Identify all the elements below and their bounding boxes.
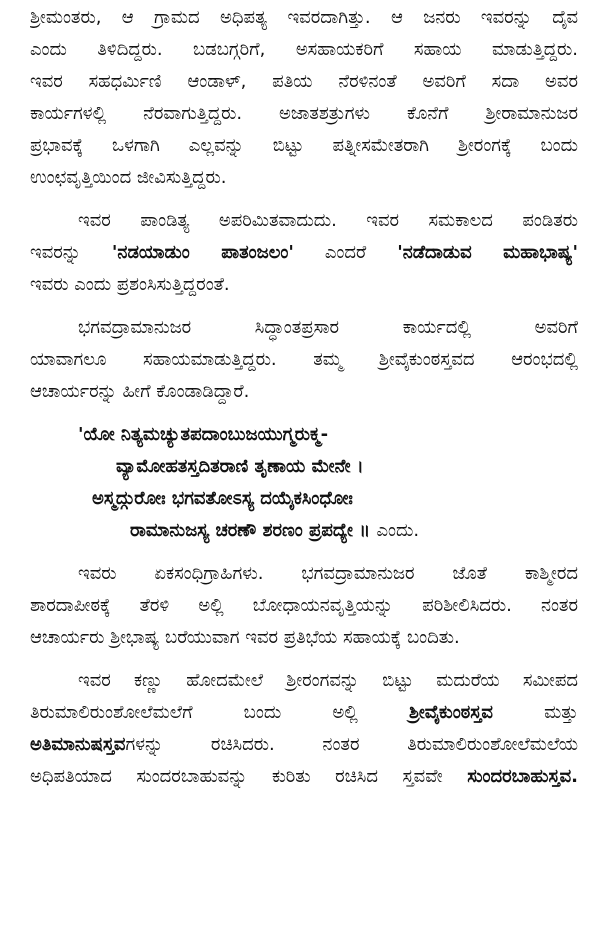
text-run: ಗಳನ್ನು ರಚಿಸಿದರು. ನಂತರ ತಿರುಮಾಲಿರುಂಶೋಲೆಮಲೆಯ [125,734,578,755]
paragraph-line: ಶಾರದಾಪೀಠಕ್ಕೆ ತೆರಳಿ ಅಲ್ಲಿ ಬೋಧಾಯನವೃತ್ತಿಯನ್ನು ಪರಿಶೀಲಿಸಿದರು. ನಂತರ [30,595,578,616]
paragraph-line [30,237,578,269]
quoted-term: 'ನಡಯಾಡುಂ ಪಾತಂಜಲಂ' [111,242,294,263]
paragraph-3 [30,312,578,408]
paragraph-line: ಪ್ರಭಾವಕ್ಕೆ ಒಳಗಾಗಿ ಎಲ್ಲವನ್ನು ಬಿಟ್ಟು ಪತ್ನೀಸಮೇತರಾಗಿ ಶ್ರೀರಂಗಕ್ಕೆ ಬಂದು [30,135,578,156]
paragraph-line: ಇವರು ಏಕಸಂಧಿಗ್ರಾಹಿಗಳು. ಭಗವದ್ರಾಮಾನುಜರ ಜೊತೆ ಕಾಶ್ಮೀರದ [78,563,578,584]
verse-line [30,515,578,547]
paragraph-4 [30,558,578,654]
paragraph-line: ಆಚಾರ್ಯರನ್ನು ಹೀಗೆ ಕೊಂಡಾಡಿದ್ದಾರೆ. [30,381,250,402]
quoted-term: 'ನಡೆದಾಡುವ ಮಹಾಭಾಷ್ಯ' [397,242,578,263]
text-run: ಮತ್ತು [544,702,578,723]
text-run: ಎಂದರೆ [324,242,367,263]
paragraph-line: ಉಂಛವೃತ್ತಿಯಿಂದ ಜೀವಿಸುತ್ತಿದ್ದರು. [30,167,227,188]
paragraph-line [30,697,578,729]
paragraph-line: ಇವರ ಸಹಧರ್ಮಿಣಿ ಆಂಡಾಳ್, ಪತಿಯ ನೆರಳಿನಂತೆ ಅವರಿಗೆ ಸದಾ ಅವರ [30,71,578,92]
paragraph-line: ಕಾರ್ಯಗಳಲ್ಲಿ ನೆರವಾಗುತ್ತಿದ್ದರು. ಅಜಾತಶತ್ರುಗಳು ಕೊನೆಗೆ ಶ್ರೀರಾಮಾನುಜರ [30,103,578,124]
verse-tail: ಎಂದು. [376,520,420,541]
work-title: ಅತಿಮಾನುಷಸ್ತವ [30,734,126,755]
paragraph-line: ಇವರ ಕಣ್ಣು ಹೋದಮೇಲೆ ಶ್ರೀರಂಗವನ್ನು ಬಿಟ್ಟು ಮದುರೆಯ ಸಮೀಪದ [78,670,578,691]
verse-line: 'ಯೋ ನಿತ್ಯಮಚ್ಯುತಪದಾಂಬುಜಯುಗ್ಮರುಕ್ಮ- [78,424,329,445]
paragraph-line: ಯಾವಾಗಲೂ ಸಹಾಯಮಾಡುತ್ತಿದ್ದರು. ತಮ್ಮ ಶ್ರೀವೈಕುಂಠಸ್ತವದ ಆರಂಭದಲ್ಲಿ [30,349,578,370]
paragraph-2 [30,205,578,301]
paragraph-line: ಶ್ರೀಮಂತರು, ಆ ಗ್ರಾಮದ ಅಧಿಪತ್ಯ ಇವರದಾಗಿತ್ತು. ಆ ಜನರು ಇವರನ್ನು ದೈವ [30,7,578,28]
paragraph-line: ಇವರು ಎಂದು ಪ್ರಶಂಸಿಸುತ್ತಿದ್ದರಂತೆ. [30,274,230,295]
text-run: ಅಧಿಪತಿಯಾದ ಸುಂದರಬಾಹುವನ್ನು ಕುರಿತು ರಚಿಸಿದ ಸ್ತವವೇ [30,766,443,787]
text-run: ತಿರುಮಾಲಿರುಂಶೋಲೆಮಲೆಗೆ ಬಂದು ಅಲ್ಲಿ [30,702,358,723]
paragraph-line: ಭಗವದ್ರಾಮಾನುಜರ ಸಿದ್ಧಾಂತಪ್ರಸಾರ ಕಾರ್ಯದಲ್ಲಿ ಅವರಿಗೆ [78,317,578,338]
sanskrit-verse [30,419,578,547]
text-run: ಇವರನ್ನು [30,242,81,263]
paragraph-5 [30,665,578,793]
paragraph-line: ಆಚಾರ್ಯರು ಶ್ರೀಭಾಷ್ಯ ಬರೆಯುವಾಗ ಇವರ ಪ್ರತಿಭೆಯ ಸಹಾಯಕ್ಕೆ ಬಂದಿತು. [30,627,460,648]
paragraph-line [30,761,578,793]
paragraph-line: ಇವರ ಪಾಂಡಿತ್ಯ ಅಪರಿಮಿತವಾದುದು. ಇವರ ಸಮಕಾಲದ ಪಂಡಿತರು [78,210,578,231]
verse-line: ವ್ಯಾಮೋಹತಸ್ತದಿತರಾಣಿ ತೃಣಾಯ ಮೇನೇ । [116,456,364,477]
paragraph-1 [30,0,578,194]
work-title: ಶ್ರೀವೈಕುಂಠಸ್ತವ [408,702,493,723]
work-title: ಸುಂದರಬಾಹುಸ್ತವ. [467,766,578,787]
paragraph-line [30,729,578,761]
verse-line: ಅಸ್ಮದ್ಗುರೋಃ ಭಗವತೋಽಸ್ಯ ದಯೈಕಸಿಂಧೋಃ [92,488,353,509]
verse-text: ರಾಮಾನುಜಸ್ಯ ಚರಣೌ ಶರಣಂ ಪ್ರಪದ್ಯೇ ॥ [130,520,371,541]
paragraph-line: ಎಂದು ತಿಳಿದಿದ್ದರು. ಬಡಬಗ್ಗರಿಗೆ, ಅಸಹಾಯಕರಿಗೆ ಸಹಾಯ ಮಾಡುತ್ತಿದ್ದರು. [30,39,578,60]
